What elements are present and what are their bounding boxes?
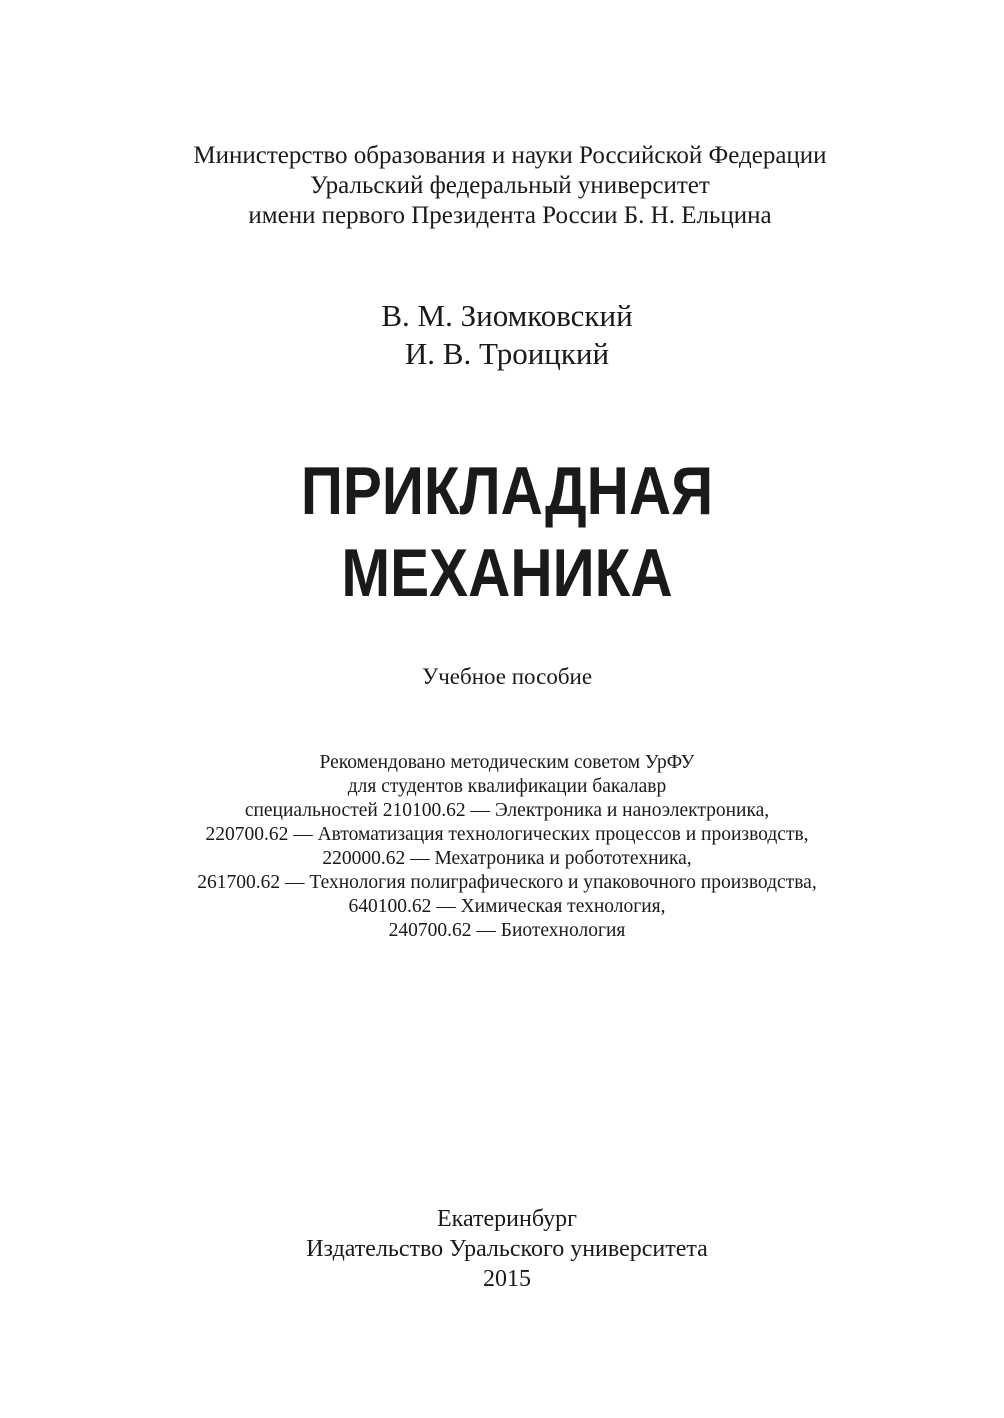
book-title [75, 450, 938, 614]
authors [5, 297, 1004, 373]
book-title-line: МЕХАНИКА [341, 535, 673, 611]
recommendation-line: Рекомендовано методическим советом УрФУ [319, 752, 695, 773]
ministry-line: Министерство образования и науки Российской Федерации [193, 142, 827, 169]
book-title-line: ПРИКЛАДНАЯ [300, 453, 714, 529]
university-name-line: имени первого Президента России Б. Н. Ельцина [248, 202, 772, 229]
recommendation-line: 240700.62 — Биотехнология [388, 920, 626, 941]
imprint-city: Екатеринбург [437, 1206, 577, 1232]
imprint [5, 1204, 1004, 1294]
recommendation-line: 220700.62 — Автоматизация технологических процессов и производств, [205, 824, 809, 845]
imprint-year: 2015 [483, 1266, 531, 1292]
recommendation-line: для студентов квалификации бакалавр [347, 776, 667, 797]
institution-header [8, 141, 1004, 231]
recommendation-line: 220000.62 — Мехатроника и робототехника, [322, 848, 692, 869]
recommendation-line: специальностей 210100.62 — Электроника и наноэлектроника, [244, 800, 770, 821]
recommendation-line: 640100.62 — Химическая технология, [348, 896, 666, 917]
university-line: Уральский федеральный университет [310, 172, 710, 199]
imprint-publisher: Издательство Уральского университета [306, 1236, 708, 1262]
recommendation-line: 261700.62 — Технология полиграфического и упаковочного производства, [197, 872, 817, 893]
author-name: И. В. Троицкий [404, 336, 610, 371]
recommendation-text [5, 751, 1004, 943]
book-subtitle: Учебное пособие [421, 664, 593, 689]
author-name: В. М. Зиомковский [381, 298, 633, 333]
